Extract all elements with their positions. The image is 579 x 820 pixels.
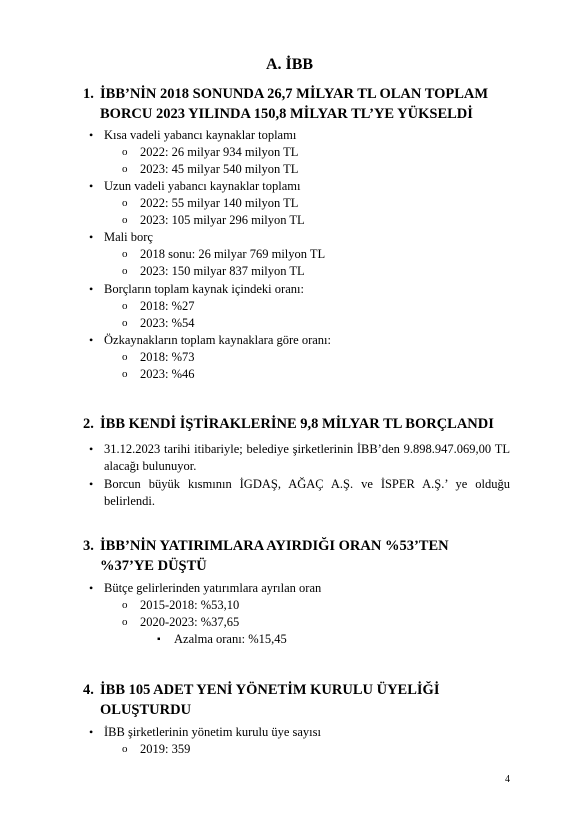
- sub-list-item: 2023: 45 milyar 540 milyon TL: [140, 162, 299, 176]
- section-title: İBB’NİN YATIRIMLARA AYIRDIĞI ORAN %53’TEN %37’YE DÜŞTÜ: [100, 538, 449, 574]
- bullet-marker: •: [89, 179, 94, 193]
- section-3-heading: [83, 536, 503, 576]
- section-title: İBB 105 ADET YENİ YÖNETİM KURULU ÜYELİĞİ OLUŞTURDU: [100, 682, 440, 718]
- sub-list-item: 2018 sonu: 26 milyar 769 milyon TL: [140, 247, 326, 261]
- sub-bullet-marker: o: [122, 197, 128, 209]
- list-item: Özkaynakların toplam kaynaklara göre oranı:: [104, 333, 331, 347]
- sub-bullet-marker: o: [122, 599, 128, 611]
- section-2-heading: [83, 414, 503, 434]
- section-4-heading: [83, 680, 503, 720]
- sub-list-item: 2015-2018: %53,10: [140, 598, 240, 612]
- sub-list-item: 2023: %54: [140, 316, 195, 330]
- bullet-marker: •: [89, 128, 94, 142]
- bullet-marker: •: [89, 477, 94, 491]
- sub-list-item: 2018: %73: [140, 350, 195, 364]
- sub-bullet-marker: o: [122, 248, 128, 260]
- bullet-marker: •: [89, 442, 94, 456]
- list-item: Borçların toplam kaynak içindeki oranı:: [104, 282, 304, 296]
- section-number: 2.: [83, 416, 94, 432]
- paragraph: Borcun büyük kısmının İGDAŞ, AĞAÇ A.Ş. ve İSPER A.Ş.’ ye olduğu belirlendi.: [104, 477, 510, 508]
- sub-bullet-marker: o: [122, 300, 128, 312]
- sub-bullet-marker: o: [122, 743, 128, 755]
- paragraph: 31.12.2023 tarihi itibariyle; belediye şirketlerinin İBB’den 9.898.947.069,00 TL alacağı bulunuyor.: [104, 442, 510, 473]
- section-1-heading: [83, 84, 503, 124]
- page-number: 4: [505, 774, 510, 785]
- list-item: Uzun vadeli yabancı kaynaklar toplamı: [104, 179, 301, 193]
- square-bullet-marker: ▪: [157, 634, 161, 645]
- sub-bullet-marker: o: [122, 317, 128, 329]
- page-title: A. İBB: [265, 56, 314, 73]
- sub-list-item: 2023: 105 milyar 296 milyon TL: [140, 213, 305, 227]
- sub-list-item: 2018: %27: [140, 299, 195, 313]
- sub-sub-list-item: Azalma oranı: %15,45: [174, 632, 287, 646]
- section-number: 3.: [83, 538, 94, 554]
- sub-bullet-marker: o: [122, 351, 128, 363]
- sub-bullet-marker: o: [122, 265, 128, 277]
- sub-list-item: 2020-2023: %37,65: [140, 615, 240, 629]
- list-item: İBB şirketlerinin yönetim kurulu üye sayısı: [104, 725, 321, 739]
- bullet-marker: •: [89, 230, 94, 244]
- section-number: 1.: [83, 86, 94, 102]
- bullet-marker: •: [89, 282, 94, 296]
- section-number: 4.: [83, 682, 94, 698]
- sub-list-item: 2023: %46: [140, 367, 195, 381]
- sub-bullet-marker: o: [122, 214, 128, 226]
- list-item: Mali borç: [104, 230, 153, 244]
- sub-bullet-marker: o: [122, 368, 128, 380]
- sub-bullet-marker: o: [122, 616, 128, 628]
- list-item: Kısa vadeli yabancı kaynaklar toplamı: [104, 128, 297, 142]
- sub-list-item: 2022: 55 milyar 140 milyon TL: [140, 196, 299, 210]
- sub-list-item: 2023: 150 milyar 837 milyon TL: [140, 264, 305, 278]
- bullet-marker: •: [89, 725, 94, 739]
- bullet-marker: •: [89, 333, 94, 347]
- sub-list-item: 2022: 26 milyar 934 milyon TL: [140, 145, 299, 159]
- sub-list-item: 2019: 359: [140, 742, 191, 756]
- section-title: İBB KENDİ İŞTİRAKLERİNE 9,8 MİLYAR TL BORÇLANDI: [100, 416, 494, 432]
- sub-bullet-marker: o: [122, 146, 128, 158]
- bullet-marker: •: [89, 581, 94, 595]
- section-title: İBB’NİN 2018 SONUNDA 26,7 MİLYAR TL OLAN TOPLAM BORCU 2023 YILINDA 150,8 MİLYAR TL’YE YÜKSELDİ: [100, 86, 489, 122]
- list-item: Bütçe gelirlerinden yatırımlara ayrılan oran: [104, 581, 322, 595]
- sub-bullet-marker: o: [122, 163, 128, 175]
